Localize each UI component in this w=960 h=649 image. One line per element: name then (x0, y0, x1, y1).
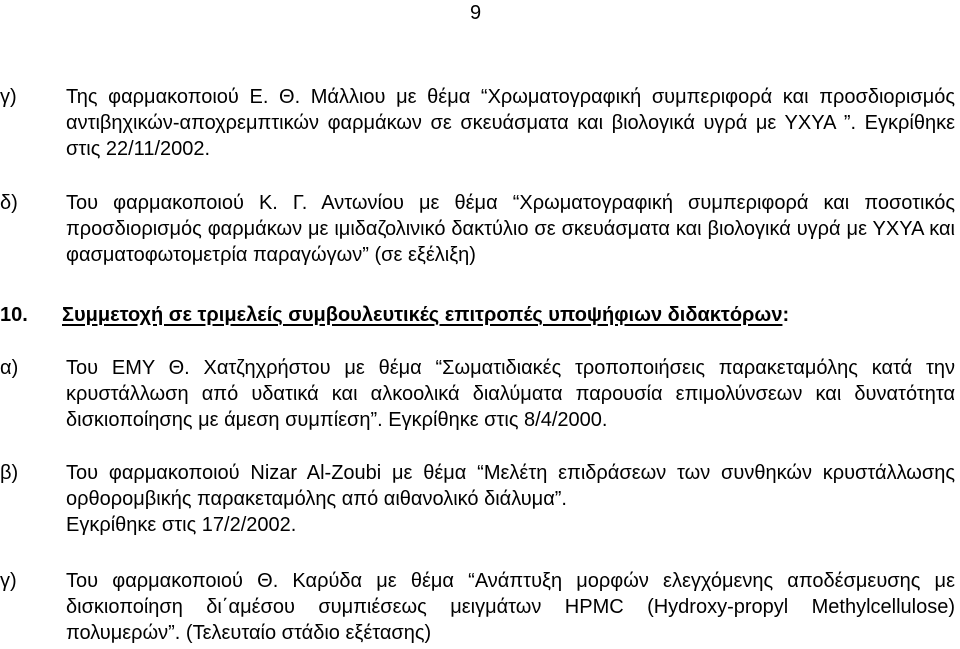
list-marker: δ) (0, 192, 18, 214)
list-marker: γ) (0, 86, 17, 108)
list-marker: γ) (0, 570, 17, 592)
section-title-suffix: : (782, 304, 790, 326)
section-title-text: Συμμετοχή σε τριμελείς συμβουλευτικές επιτροπές υποψήφιων διδακτόρων (62, 304, 783, 326)
list-marker: β) (0, 462, 19, 484)
section-title (62, 302, 952, 328)
list-item-approval: Εγκρίθηκε στις 17/2/2002. (66, 514, 297, 536)
list-item-text-main: Του φαρμακοποιού Nizar Al-Zoubi με θέμα “Μελέτη επιδράσεων των συνθηκών κρυστάλλωσης ορθορομβικής παρακεταμόλης από αιθανολικό διάλυμα”. (66, 462, 955, 510)
list-item-text: Του ΕΜΥ Θ. Χατζηχρήστου με θέμα “Σωματιδιακές τροποποιήσεις παρακεταμόλης κατά την κρυστάλλωση από υδατικά και αλκοολικά διαλύματα παρουσία επιμολύνσεων και δυνατότητα δισκιοποίησης με άμεση συμπίεση”. Εγκρίθηκε στις 8/4/2000. (66, 357, 955, 431)
page-number: 9 (470, 2, 482, 24)
list-item-text: Της φαρμακοποιού Ε. Θ. Μάλλιου με θέμα “Χρωματογραφική συμπεριφορά και προσδιορισμός αντιβηχικών-αποχρεμπτικών φαρμάκων σε σκευάσματα και βιολογικά υγρά με ΥΧΥΑ ”. Εγκρίθηκε στις 22/11/2002. (66, 86, 955, 160)
list-item-text: Του φαρμακοποιού Κ. Γ. Αντωνίου με θέμα “Χρωματογραφική συμπεριφορά και ποσοτικός προσδιορισμός φαρμάκων με ιμιδαζολινικό δακτύλιο σε σκευάσματα και βιολογικά υγρά με ΥΧΥΑ και φασματοφωτομετρία παραγώγων” (σε εξέλιξη) (66, 192, 955, 266)
list-item-text: Του φαρμακοποιού Θ. Καρύδα με θέμα “Ανάπτυξη μορφών ελεγχόμενης αποδέσμευσης με δισκιοποίηση δι΄αμέσου συμπιέσεως μειγμάτων HPMC (Hydroxy-propyl Methylcellulose) πολυμερών”. (Τελευταίο στάδιο εξέτασης) (66, 570, 955, 644)
section-number: 10. (0, 304, 28, 326)
list-item-text (66, 460, 955, 538)
list-marker: α) (0, 357, 19, 379)
